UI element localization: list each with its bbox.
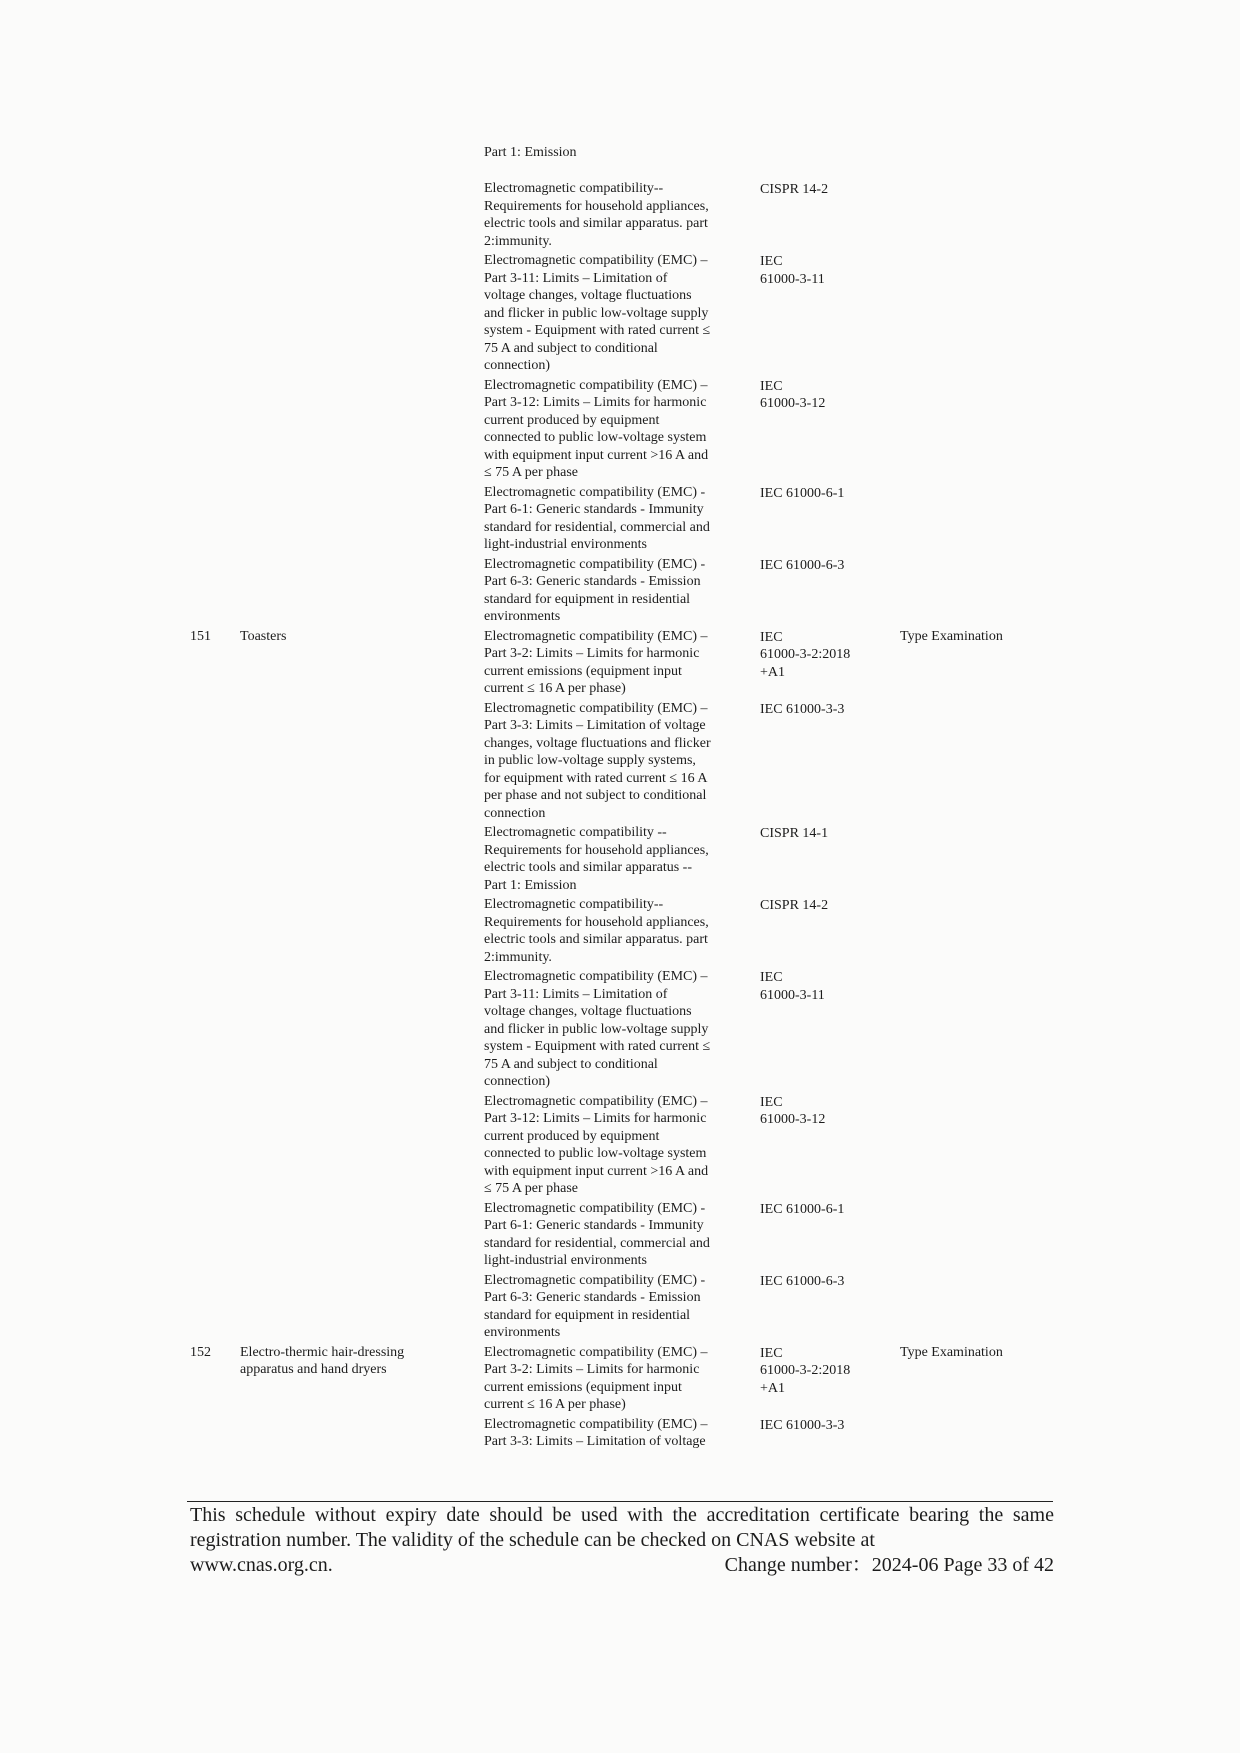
standard-entry	[190, 377, 1050, 484]
standard-code: IEC 61000-6-3	[760, 557, 845, 573]
cnas-website[interactable]: www.cnas.org.cn.	[190, 1554, 333, 1576]
footer-note: This schedule without expiry date should be used with the accreditation certificate bearing the same registration number. The validity of the schedule can be checked on CNAS website at	[190, 1504, 1054, 1551]
continued-standard-title: Part 1: Emission	[484, 145, 577, 160]
standard-code: CISPR 14-2	[760, 182, 829, 197]
standard-entry	[190, 1200, 1050, 1272]
standard-entry	[190, 700, 1050, 825]
standard-code: IEC 61000-3-12	[760, 378, 826, 411]
scope-row	[190, 628, 1050, 1344]
standard-code: IEC 61000-6-1	[760, 1201, 845, 1217]
standard-code: IEC 61000-6-1	[760, 485, 845, 501]
test-method: Type Examination	[900, 628, 1003, 644]
standard-entry	[190, 968, 1050, 1093]
standard-title: Electromagnetic compatibility (EMC) - Part 6-1: Generic standards - Immunity standard for residential, commercial and light-industrial environments	[484, 1200, 710, 1268]
standard-title: Electromagnetic compatibility (EMC) – Part 3-2: Limits – Limits for harmonic current emissions (equipment input current ≤ 16 A per phase)	[484, 628, 708, 696]
standard-entry	[190, 896, 1050, 968]
scope-row	[190, 1344, 1050, 1453]
test-method: Type Examination	[900, 1344, 1003, 1360]
standard-code: IEC 61000-3-3	[760, 701, 845, 717]
standard-title: Electromagnetic compatibility (EMC) – Part 3-11: Limits – Limitation of voltage changes, voltage fluctuations and flicker in public low-voltage supply system - Equipment with rated current ≤ 75 A and subject to conditional connection)	[484, 969, 711, 1089]
standard-title: Electromagnetic compatibility (EMC) - Part 6-3: Generic standards - Emission standard for equipment in residential environments	[484, 556, 706, 624]
scope-row	[190, 180, 1050, 628]
standard-title: Electromagnetic compatibility (EMC) – Part 3-2: Limits – Limits for harmonic current emissions (equipment input current ≤ 16 A per phase)	[484, 1344, 708, 1412]
footer-divider	[187, 1501, 1053, 1502]
standard-entry	[190, 484, 1050, 556]
standard-code: IEC 61000-3-2:2018 +A1	[760, 629, 851, 680]
item-number: 151	[190, 628, 211, 644]
standard-title: Electromagnetic compatibility-- Requirements for household appliances, electric tools and similar apparatus. part 2:immunity.	[484, 897, 709, 965]
item-number: 152	[190, 1344, 211, 1360]
standard-code: IEC 61000-3-3	[760, 1417, 845, 1433]
standard-code: IEC 61000-3-12	[760, 1094, 826, 1127]
standard-code: IEC 61000-3-11	[760, 254, 825, 287]
standard-title: Electromagnetic compatibility -- Requirements for household appliances, electric tools and similar apparatus -- Part 1: Emission	[484, 825, 709, 893]
standard-entry	[190, 556, 1050, 628]
standard-title: Electromagnetic compatibility-- Requirements for household appliances, electric tools and similar apparatus. part 2:immunity.	[484, 181, 709, 249]
standard-code: CISPR 14-2	[760, 898, 829, 913]
standard-entry	[190, 1272, 1050, 1344]
standard-code: IEC 61000-6-3	[760, 1273, 845, 1289]
standard-entry	[190, 824, 1050, 896]
standard-entry	[190, 180, 1050, 252]
standard-entry	[190, 252, 1050, 377]
standard-entry	[190, 1416, 1050, 1453]
standard-title: Electromagnetic compatibility (EMC) – Part 3-11: Limits – Limitation of voltage changes, voltage fluctuations and flicker in public low-voltage supply system - Equipment with rated current ≤ 75 A and subject to conditional connection)	[484, 253, 711, 373]
product-name: Toasters	[240, 628, 287, 644]
product-name: Electro-thermic hair-dressing apparatus and hand dryers	[240, 1344, 405, 1377]
standard-title: Electromagnetic compatibility (EMC) - Part 6-1: Generic standards - Immunity standard for residential, commercial and light-industrial environments	[484, 484, 710, 552]
standard-entry	[190, 1093, 1050, 1200]
scope-table	[190, 180, 1050, 1453]
standard-code: CISPR 14-1	[760, 826, 829, 841]
standard-title: Electromagnetic compatibility (EMC) – Part 3-12: Limits – Limits for harmonic current produced by equipment connected to public low-voltage system with equipment input current >16 A and ≤ 75 A per phase	[484, 377, 709, 480]
standard-title: Electromagnetic compatibility (EMC) - Part 6-3: Generic standards - Emission standard for equipment in residential environments	[484, 1272, 706, 1340]
standard-code: IEC 61000-3-11	[760, 970, 825, 1003]
standard-title: Electromagnetic compatibility (EMC) – Part 3-3: Limits – Limitation of voltage	[484, 1416, 708, 1449]
standard-title: Electromagnetic compatibility (EMC) – Part 3-12: Limits – Limits for harmonic current produced by equipment connected to public low-voltage system with equipment input current >16 A and ≤ 75 A per phase	[484, 1093, 709, 1196]
standard-code: IEC 61000-3-2:2018 +A1	[760, 1345, 851, 1396]
change-number: Change number：2024-06 Page 33 of 42	[724, 1554, 1054, 1576]
standard-title: Electromagnetic compatibility (EMC) – Part 3-3: Limits – Limitation of voltage changes, voltage fluctuations and flicker in public low-voltage supply systems, for equipment with rated current ≤ 16 A per phase and not subject to conditional connection	[484, 700, 711, 821]
